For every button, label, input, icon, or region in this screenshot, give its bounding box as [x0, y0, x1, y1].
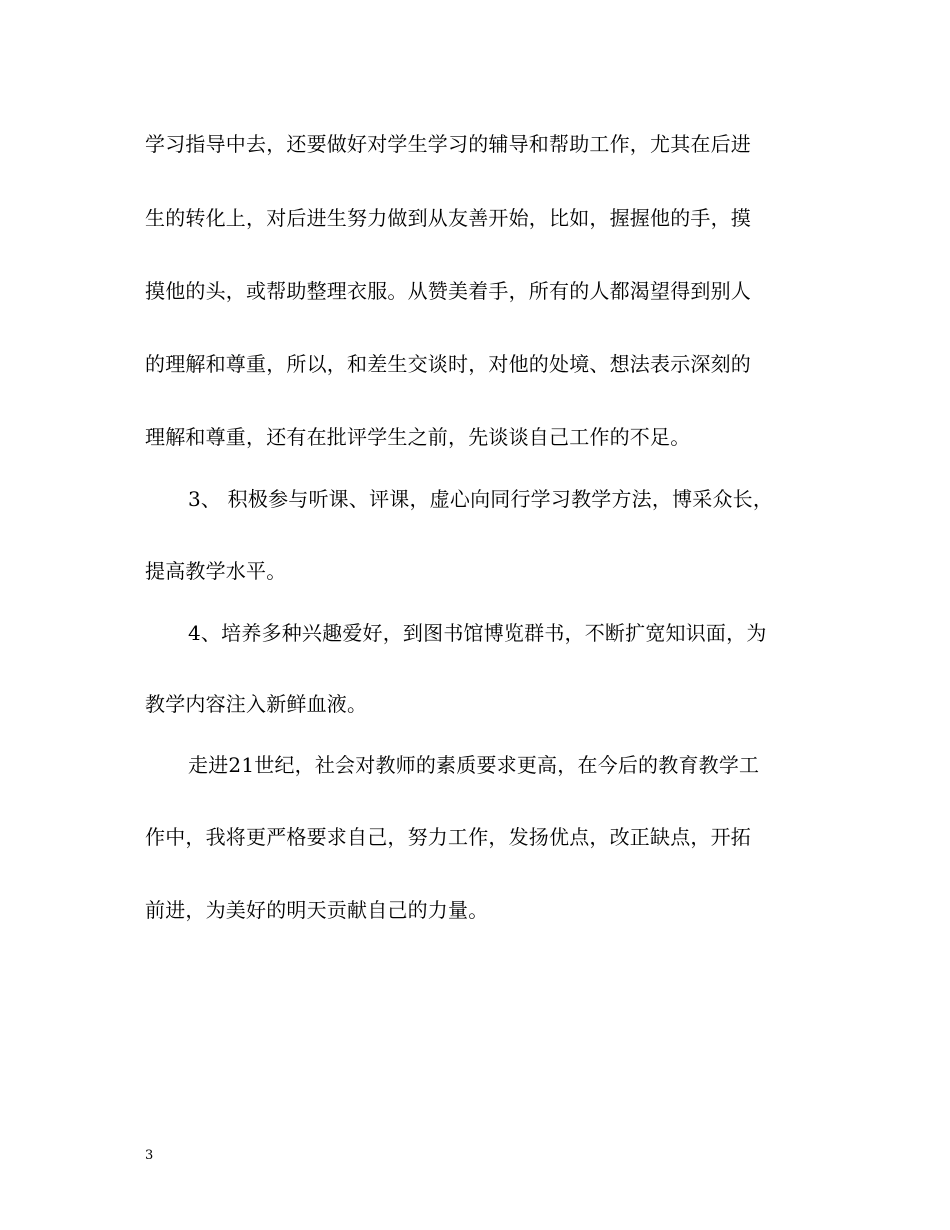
body-text-line: 教学内容注入新鲜血液。: [145, 692, 368, 716]
list-item-4-line: 4、培养多种兴趣爱好，到图书馆博览群书，不断扩宽知识面，为: [188, 621, 767, 645]
body-text-line: 的理解和尊重，所以，和差生交谈时，对他的处境、想法表示深刻的: [145, 352, 751, 376]
body-text-line: 作中，我将更严格要求自己，努力工作，发扬优点，改正缺点，开拓: [145, 825, 751, 849]
paragraph-first-line: 走进21世纪，社会对教师的素质要求更高，在今后的教育教学工: [188, 753, 760, 777]
body-text-line: 理解和尊重，还有在批评学生之前，先谈谈自己工作的不足。: [145, 425, 691, 449]
body-text-line: 生的转化上，对后进生努力做到从友善开始，比如，握握他的手，摸: [145, 206, 751, 230]
body-text-line: 提高教学水平。: [145, 559, 287, 583]
body-text-line: 学习指导中去，还要做好对学生学习的辅导和帮助工作，尤其在后进: [145, 132, 751, 156]
body-text-line: 前进，为美好的明天贡献自己的力量。: [145, 898, 489, 922]
list-item-3-line: 3、 积极参与听课、评课，虚心向同行学习教学方法，博采众长，: [188, 487, 774, 511]
body-text-line: 摸他的头，或帮助整理衣服。从赞美着手，所有的人都渴望得到别人: [145, 279, 751, 303]
page-number: 3: [145, 1148, 154, 1163]
